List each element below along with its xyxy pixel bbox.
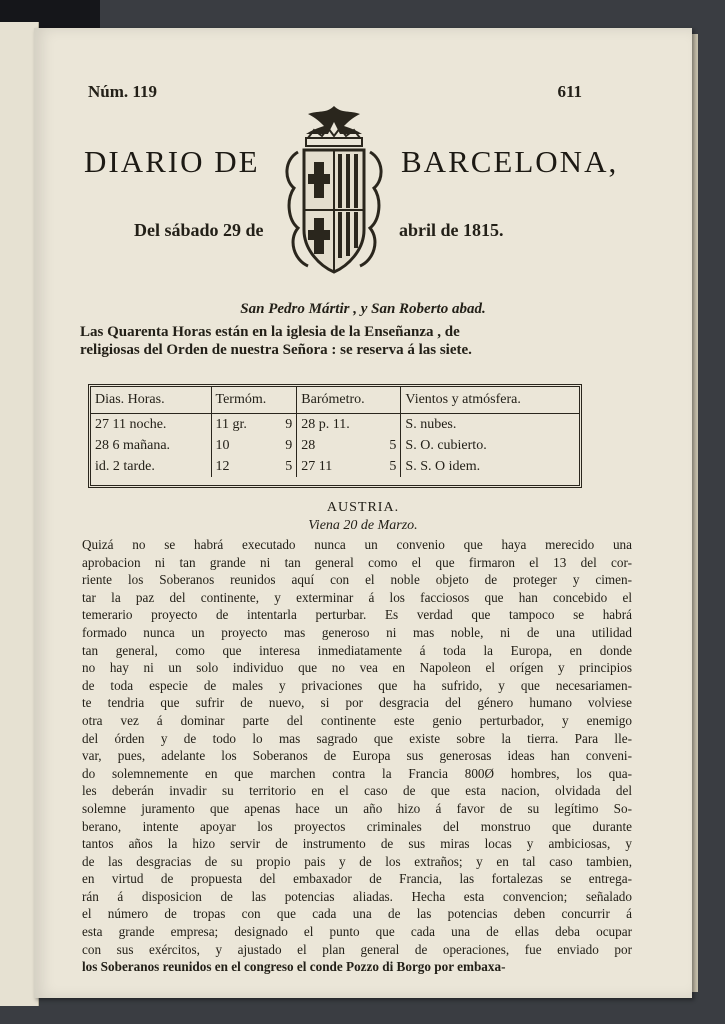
cell-thermo-fraction: 9 [273, 435, 297, 456]
cell-wind: S. S. O idem. [405, 458, 481, 474]
article-line: de las desgracias de su propio pais y de los extraños; y en tal caso tambien, [82, 853, 632, 869]
forty-hours-line-2: religiosas del Orden de nuestra Señora : se reserva á las siete. [80, 342, 472, 358]
barcelona-coat-of-arms-icon [278, 100, 390, 284]
header-thermometer: Termóm. [211, 387, 297, 414]
article-line: del órden y de todo lo mas sagrado que existe sobre la tierra. Para lle- [82, 730, 632, 746]
cell-baro-fraction [379, 414, 401, 436]
date-right: abril de 1815. [399, 220, 504, 240]
cell-wind: S. O. cubierto. [405, 437, 487, 453]
cell-thermo: 10 [215, 437, 230, 453]
cell-baro: 28 [301, 437, 316, 453]
article-line: les deberán invadir su territorio en el caso de que esta nacion, olvidada del [82, 783, 632, 799]
article-line: te tendria que sufrir de nuevo, si por desgracia del género humano volviese [82, 695, 632, 711]
article-line: con sus exércitos, y ajustado el plan general de operaciones, fue enviado por [82, 941, 632, 957]
weather-row [91, 414, 579, 436]
article-line: rán á disposicion de las potencias aliadas. Hecha esta convencion; señalado [82, 888, 632, 904]
article-line: var, pues, adelante los Soberanos de Europa sus generosas ideas han conveni- [82, 748, 632, 764]
article-line: en virtud de propuesta del embaxador de Francia, las fortalezas se entrega- [82, 871, 632, 887]
weather-row [91, 456, 579, 477]
cell-baro-fraction: 5 [379, 456, 401, 477]
article-line: el número de tropas con que cada una de las potencias deben concurrir á [82, 906, 632, 922]
article-line: no hay ni un solo individuo que no vea en Napoleon el orígen y principios [82, 660, 632, 676]
cell-day: id. 2 tarde. [91, 456, 211, 477]
article-line: otra vez á dominar parte del continente este genio perturbador, y enemigo [82, 712, 632, 728]
article-line: esta grande empresa; designado el punto que cada una de ellas deba ocupar [82, 924, 632, 940]
cell-day: 27 11 noche. [91, 414, 211, 436]
article-line: tar la paz del continente, y exterminar á los facciosos que han concebido el [82, 589, 632, 605]
cell-thermo-fraction: 5 [273, 456, 297, 477]
masthead-right: BARCELONA, [401, 144, 619, 179]
section-heading: AUSTRIA. [326, 500, 400, 515]
article-line: solemne juramento que apenas hace un año hizo á favor de su legítimo So- [82, 800, 632, 816]
article-line: do solemnemente en que marchen contra la Francia 800Ø hombres, los qua- [82, 765, 632, 781]
forty-hours-line-1: Las Quarenta Horas están en la iglesia de la Enseñanza , de [80, 324, 460, 340]
article-line: aprobacion ni tan grande ni tan general como el que firmaron el 13 del cor- [82, 554, 632, 570]
article-line: riente los Soberanos reunidos aquí con el noble objeto de proteger y cimen- [82, 572, 632, 588]
article-line: los Soberanos reunidos en el congreso el conde Pozzo di Borgo por embaxa- [82, 959, 506, 975]
cell-baro: 27 11 [301, 458, 333, 474]
cell-baro: 28 p. 11. [301, 416, 350, 432]
date-left: Del sábado 29 de [134, 220, 264, 240]
article-line: tantos años la hizo servir de instrumento de sus miras locas y ambiciosas, y [82, 836, 632, 852]
article-dateline: Viena 20 de Marzo. [308, 518, 418, 533]
article-line: tan general, como que interesa inmediatamente á toda la Europa, en donde [82, 642, 632, 658]
newspaper-page [34, 28, 692, 998]
cell-thermo: 12 [215, 458, 230, 474]
article-line: de toda especie de males y privaciones que ha sufrido, y que necesariamen- [82, 677, 632, 693]
page-number: 611 [557, 82, 582, 101]
cell-wind: S. nubes. [405, 416, 457, 432]
cell-thermo: 11 gr. [215, 416, 247, 432]
article-line: berano, intente apoyar los proyectos criminales del monstruo que durante [82, 818, 632, 834]
cell-thermo-fraction: 9 [273, 414, 297, 436]
weather-row [91, 435, 579, 456]
weather-table [88, 384, 582, 488]
saints-of-day: San Pedro Mártir , y San Roberto abad. [240, 301, 486, 317]
header-barometer: Barómetro. [297, 387, 401, 414]
page-stack-edge [692, 34, 698, 992]
article-line: temerario proyecto de intentarla perturbar. Es verdad que tampoco se habrá [82, 607, 632, 623]
header-winds: Vientos y atmósfera. [401, 387, 579, 414]
header-days-hours: Dias. Horas. [91, 387, 211, 414]
article-body [82, 536, 632, 976]
article-line: Quizá no se habrá executado nunca un convenio que haya merecido una [82, 537, 632, 552]
cell-baro-fraction: 5 [379, 435, 401, 456]
weather-header-row [91, 387, 579, 414]
issue-number: Núm. 119 [88, 82, 157, 101]
masthead-left: DIARIO DE [84, 144, 260, 179]
cell-day: 28 6 mañana. [91, 435, 211, 456]
article-line: formado nunca un proyecto mas generoso ni mas noble, ni de una utilidad [82, 624, 632, 640]
